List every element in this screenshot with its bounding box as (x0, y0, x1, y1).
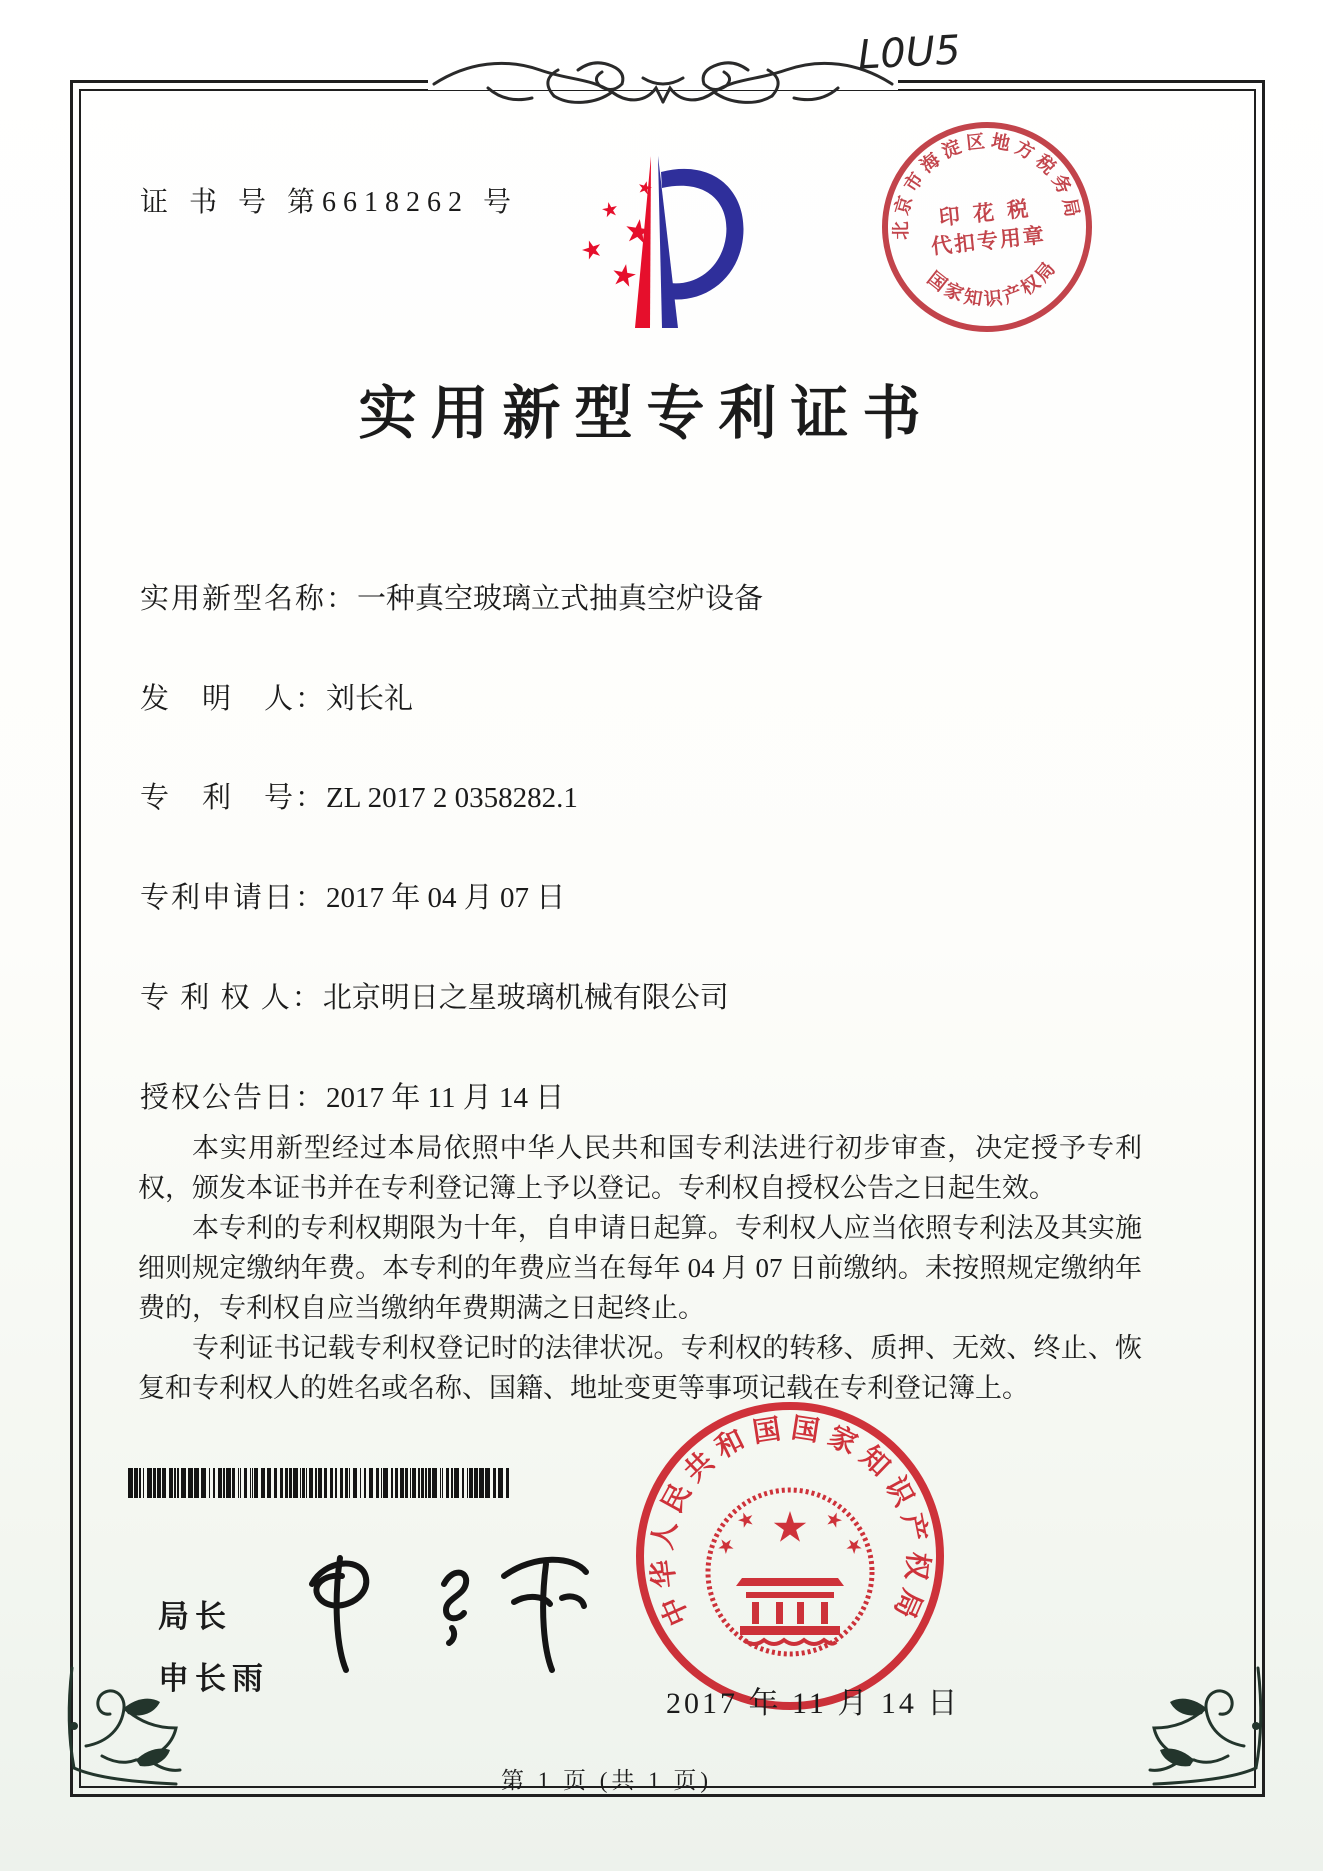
field-value: 一种真空玻璃立式抽真空炉设备 (357, 583, 764, 615)
commissioner-name: 申长雨 (158, 1661, 269, 1696)
field-inventor (140, 676, 413, 717)
field-label: 授权公告日： (140, 1082, 327, 1114)
field-label: 专 利 权 人： (140, 982, 323, 1014)
barcode (128, 1468, 510, 1498)
body-paragraph-1: 本实用新型经过本局依照中华人民共和国专利法进行初步审查，决定授予专利权，颁发本证书并在专利登记簿上予以登记。专利权自授权公告之日起生效。 (138, 1133, 1142, 1203)
tax-stamp-top-arc: 北京市海淀区地方税务局 (892, 131, 1083, 240)
page-number: 第 1 页 (共 1 页) (500, 1768, 713, 1793)
field-label: 专利申请日： (140, 882, 327, 914)
field-label: 实用新型名称： (140, 583, 358, 615)
dragon-scroll-ornament-icon (428, 44, 898, 130)
field-label: 专 利 号： (140, 782, 327, 814)
seal-arc-text: 中华人民共和国国家知识产权局 (646, 1412, 934, 1630)
field-value: 2017 年 04 月 07 日 (326, 882, 566, 914)
field-utility-model-name (140, 576, 763, 617)
seal-date: 2017 年 11 月 14 日 (666, 1687, 961, 1720)
body-paragraph-3: 专利证书记载专利权登记时的法律状况。专利权的转移、质押、无效、终止、恢复和专利权人的姓名或名称、国籍、地址变更等事项记载在专利登记簿上。 (138, 1333, 1142, 1403)
field-patent-number (140, 775, 578, 816)
field-value: ZL 2017 2 0358282.1 (326, 782, 578, 814)
legal-body-text (138, 1128, 1142, 1408)
national-emblem-icon (708, 1490, 872, 1654)
certificate-title: 实用新型专利证书 (358, 381, 935, 446)
commissioner-title: 局长 (158, 1599, 232, 1634)
certificate-number: 证 书 号 第6618262 号 (140, 187, 519, 218)
field-label: 发 明 人： (140, 683, 327, 715)
sipo-patent-office-logo-icon (548, 146, 753, 336)
field-value: 2017 年 11 月 14 日 (326, 1082, 565, 1114)
field-value: 刘长礼 (326, 683, 414, 715)
commissioner-signature (292, 1528, 602, 1703)
svg-text:国家知识产权局 (921, 255, 1065, 317)
field-value: 北京明日之星玻璃机械有限公司 (322, 982, 729, 1014)
tax-stamp-line2: 代扣专用章 (930, 222, 1047, 259)
commissioner-block (158, 1586, 269, 1710)
tax-stamp-line1: 印 花 税 (937, 196, 1034, 230)
field-filing-date (140, 875, 565, 916)
cnipa-official-seal (630, 1396, 950, 1716)
tax-stamp-bottom-arc: 国家知识产权局 (922, 257, 1062, 311)
body-paragraph-2: 本专利的专利权期限为十年，自申请日起算。专利权人应当依照专利法及其实施细则规定缴纳年费。本专利的年费应当在每年 04 月 07 日前缴纳。未按照规定缴纳年费的，专利权自应当缴纳年费期满之日起终止。 (138, 1213, 1142, 1323)
handwritten-note: L0U5 (856, 27, 962, 79)
field-grant-publication-date (140, 1075, 564, 1116)
tax-withholding-stamp (865, 105, 1109, 349)
field-patentee (140, 975, 729, 1016)
